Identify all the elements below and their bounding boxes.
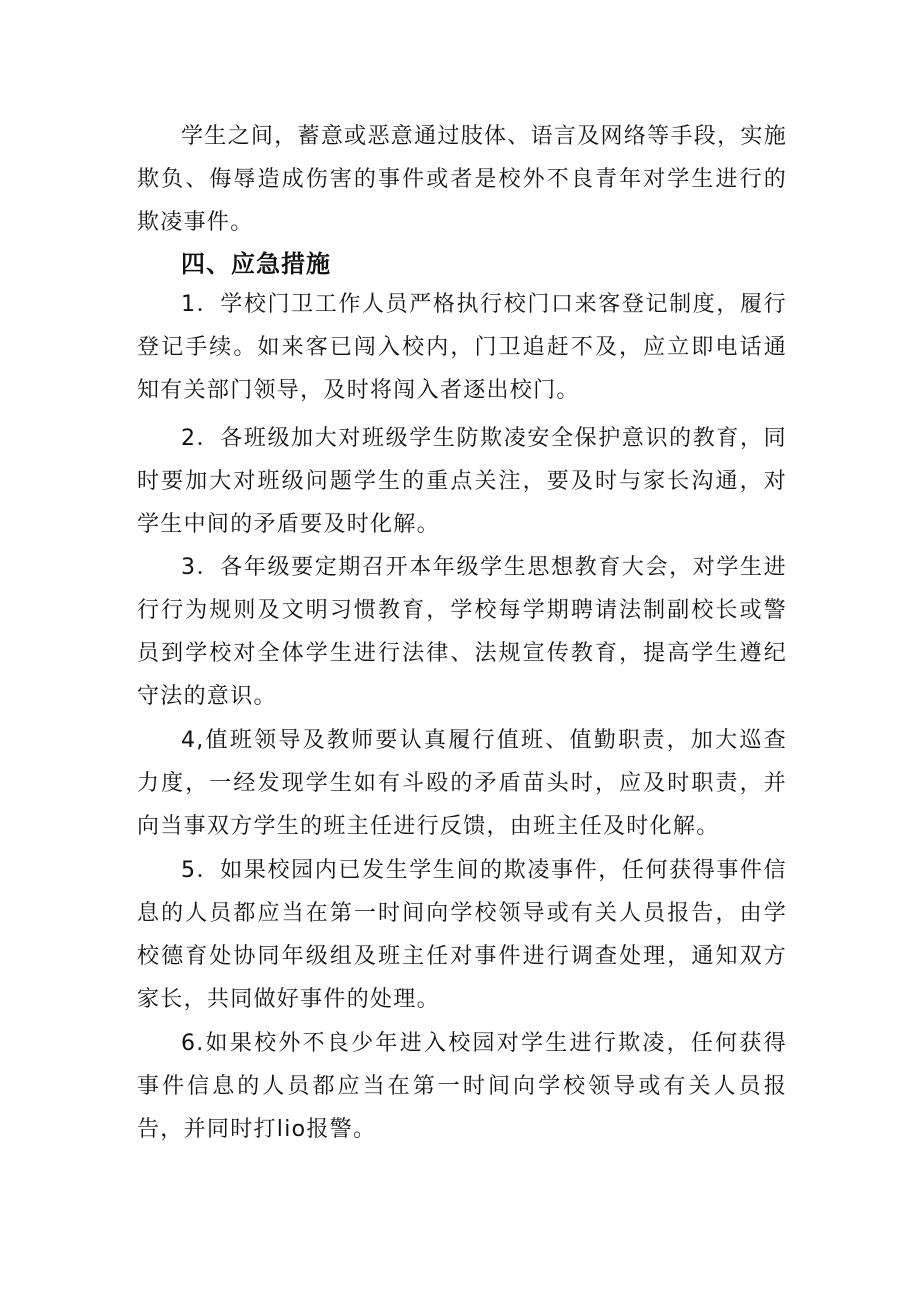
measure-3-paragraph: 3．各年级要定期召开本年级学生思想教育大会，对学生进行行为规则及文明习惯教育，学校每学期聘请法制副校长或警员到学校对全体学生进行法律、法规宣传教育，提高学生遵纪守法的意识。 xyxy=(137,555,787,709)
measure-1-paragraph: 1．学校门卫工作人员严格执行校门口来客登记制度，履行登记手续。如来客已闯入校内，门卫追赶不及，应立即电话通知有关部门领导，及时将闯入者逐出校门。 xyxy=(137,292,787,403)
section-heading: 四、应急措施 xyxy=(181,250,331,278)
measure-2-paragraph: 2．各班级加大对班级学生防欺凌安全保护意识的教育，同时要加大对班级问题学生的重点关注，要及时与家长沟通，对学生中间的矛盾要及时化解。 xyxy=(137,426,787,537)
intro-paragraph: 学生之间，蓄意或恶意通过肢体、语言及网络等手段，实施欺负、侮辱造成伤害的事件或者是校外不良青年对学生进行的欺凌事件。 xyxy=(137,124,787,235)
measure-5-paragraph: 5．如果校园内已发生学生间的欺凌事件，任何获得事件信息的人员都应当在第一时间向学校领导或有关人员报告，由学校德育处协同年级组及班主任对事件进行调查处理，通知双方家长，共同做好事件的处理。 xyxy=(137,858,787,1012)
measure-4-paragraph: 4,值班领导及教师要认真履行值班、值勤职责，加大巡查力度，一经发现学生如有斗殴的矛盾苗头时，应及时职责，并向当事双方学生的班主任进行反馈，由班主任及时化解。 xyxy=(137,728,787,839)
measure-6-paragraph: 6.如果校外不良少年进入校园对学生进行欺凌，任何获得事件信息的人员都应当在第一时间向学校领导或有关人员报告，并同时打lio报警。 xyxy=(137,1031,787,1142)
